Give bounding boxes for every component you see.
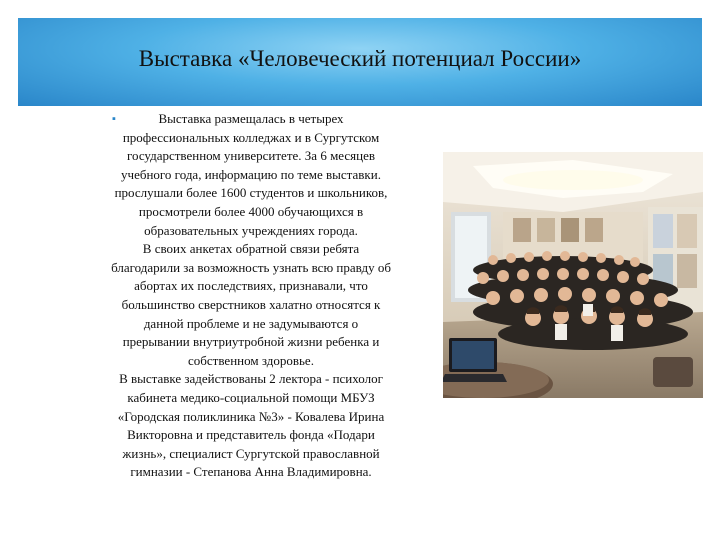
body-line: гимназии - Степанова Анна Владимировна.: [130, 464, 372, 480]
body-line: просмотрели более 4000 обучающихся в: [138, 203, 364, 219]
body-line: профессиональных колледжах и в Сургутском: [122, 129, 380, 145]
body-line: данной проблеме и не задумываются о: [143, 315, 359, 331]
body-line: В своих анкетах обратной связи ребята: [142, 241, 360, 257]
body-line: В выставке задействованы 2 лектора - психолог: [119, 371, 383, 387]
slide-title: Выставка «Человеческий потенциал России»: [138, 46, 582, 71]
body-line: прерывании внутриутробной жизни ребенка и: [122, 334, 380, 350]
body-line: учебного года, информацию по теме выставки.: [121, 166, 381, 182]
bullet-icon: ▪: [112, 113, 116, 125]
body-line: кабинета медико-социальной помощи МБУЗ: [127, 389, 375, 405]
body-text: [56, 110, 446, 482]
body-line: Викторовна и представитель фонда «Подари: [127, 427, 375, 443]
body-line: абортах их последствиях, признавали, что: [134, 278, 368, 294]
body-line: прослушали более 1600 студентов и школьников,: [114, 185, 388, 201]
body-line: собственном здоровье.: [188, 352, 314, 368]
body-line: жизнь», специалист Сургутской православной: [122, 445, 380, 461]
body-line: образовательных учреждениях города.: [144, 222, 358, 238]
body-line: «Городская поликлиника №3» - Ковалева Ирина: [117, 408, 385, 424]
audience-photo-drawing: [443, 152, 703, 398]
audience-photo: [443, 152, 703, 398]
body-line: благодарили за возможность узнать всю правду об: [111, 259, 391, 275]
body-line: государственном университете. За 6 месяцев: [126, 148, 375, 164]
body-line: Выставка размещалась в четырех: [158, 111, 344, 126]
body-line: большинство сверстников халатно относятся к: [121, 296, 381, 312]
